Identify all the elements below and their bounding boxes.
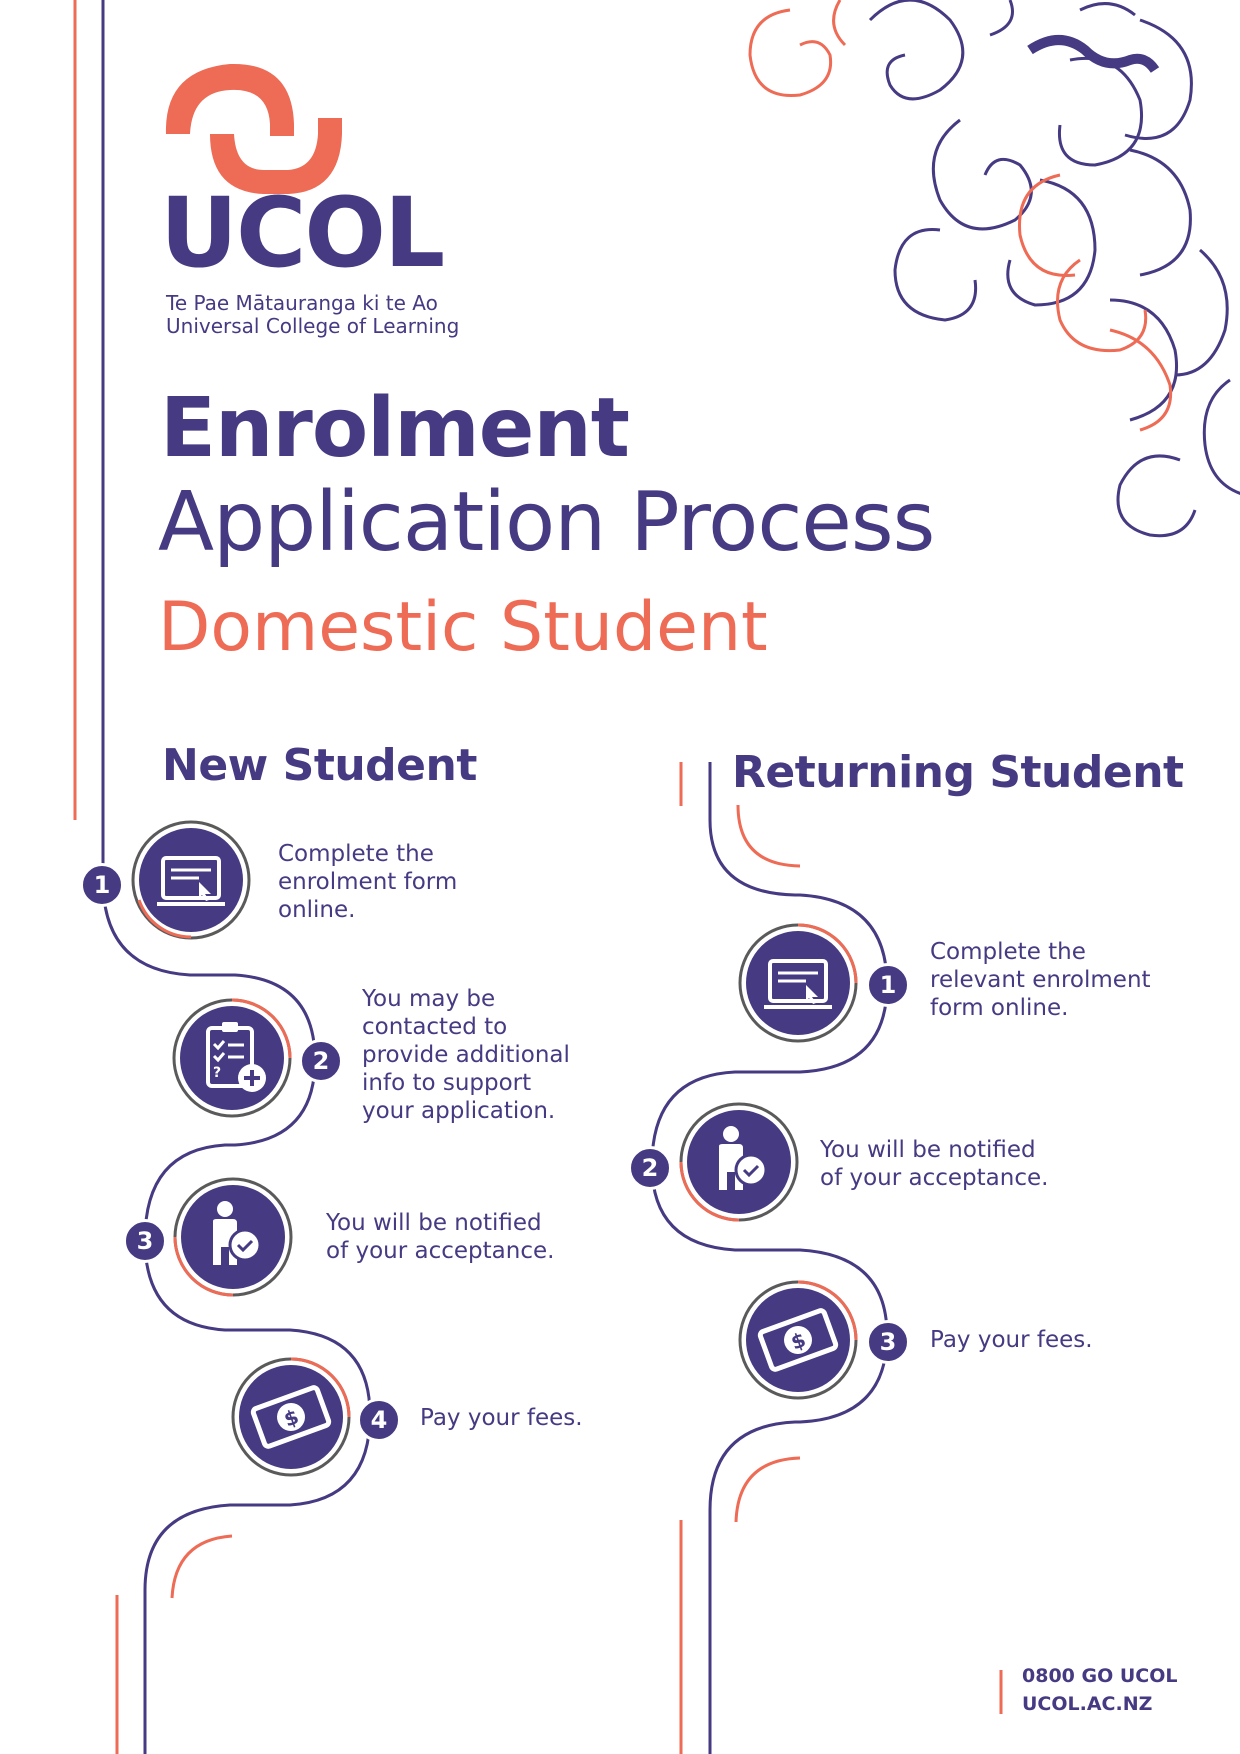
text-line: info to support — [362, 1070, 532, 1096]
tagline-maori: Te Pae Mātauranga ki te Ao — [166, 291, 438, 315]
ret-step-2-text — [820, 1136, 1048, 1192]
text-line: of your acceptance. — [326, 1238, 555, 1264]
ret-step-3-icon-wrap — [738, 1280, 858, 1404]
text-line: Complete the — [278, 841, 434, 867]
new-step-3-text — [326, 1209, 554, 1265]
text-line: form online. — [930, 995, 1069, 1021]
text-line: You will be notified — [820, 1137, 1036, 1163]
text-line: Complete the — [930, 939, 1086, 965]
svg-text:$: $ — [280, 1404, 302, 1432]
svg-text:?: ? — [213, 1065, 222, 1081]
new-step-1-badge: 1 — [80, 863, 124, 907]
returning-student-path — [652, 762, 887, 1754]
text-line: online. — [278, 897, 356, 923]
dollar-bill-icon — [231, 1357, 351, 1477]
dollar-bill-icon — [738, 1280, 858, 1400]
new-student-coral-arc — [172, 1536, 232, 1598]
person-check-icon — [679, 1102, 799, 1222]
returning-student-heading: Returning Student — [732, 747, 1184, 798]
brand-wordmark: UCOL — [160, 177, 444, 289]
new-step-4-icon-wrap — [231, 1357, 351, 1481]
new-student-heading: New Student — [162, 740, 477, 791]
logo-wave-left — [166, 64, 294, 136]
new-step-1-text — [278, 840, 457, 924]
contact-phone: 0800 GO UCOL — [1022, 1665, 1178, 1687]
text-line: enrolment form — [278, 869, 458, 895]
new-step-2-badge: 2 — [299, 1039, 343, 1083]
new-step-2-icon-wrap — [172, 998, 292, 1122]
text-line: contacted to — [362, 1014, 508, 1040]
new-step-3-icon-wrap — [173, 1177, 293, 1301]
new-step-4-badge: 4 — [357, 1398, 401, 1442]
new-step-4-text — [420, 1404, 583, 1432]
text-line: your application. — [362, 1098, 556, 1124]
text-line: of your acceptance. — [820, 1165, 1049, 1191]
kowhaiwhai-pattern — [750, 0, 1240, 536]
text-line: Pay your fees. — [930, 1327, 1093, 1353]
page-subtitle: Domestic Student — [158, 588, 768, 667]
ret-step-3-text — [930, 1326, 1093, 1354]
returning-coral-arc-2 — [736, 1458, 800, 1522]
clipboard-add-icon — [172, 998, 292, 1118]
new-step-2-text — [362, 985, 570, 1125]
new-step-1-icon-wrap — [131, 820, 251, 944]
page-title-line2: Application Process — [158, 475, 935, 570]
ret-step-1-text — [930, 938, 1151, 1022]
tagline-english: Universal College of Learning — [166, 314, 460, 338]
page-title-line1: Enrolment — [160, 381, 629, 476]
ret-step-1-badge: 1 — [866, 963, 910, 1007]
contact-block — [1022, 1662, 1178, 1718]
laptop-form-icon — [738, 923, 858, 1043]
text-line: You will be notified — [326, 1210, 542, 1236]
new-step-3-badge: 3 — [123, 1219, 167, 1263]
ret-step-2-icon-wrap — [679, 1102, 799, 1226]
text-line: provide additional — [362, 1042, 570, 1068]
text-line: You may be — [362, 986, 496, 1012]
laptop-form-icon — [131, 820, 251, 940]
ret-step-1-icon-wrap — [738, 923, 858, 1047]
person-check-icon — [173, 1177, 293, 1297]
ret-step-2-badge: 2 — [628, 1146, 672, 1190]
text-line: relevant enrolment — [930, 967, 1151, 993]
contact-website: UCOL.AC.NZ — [1022, 1693, 1153, 1715]
svg-text:$: $ — [787, 1327, 809, 1355]
text-line: Pay your fees. — [420, 1405, 583, 1431]
ret-step-3-badge: 3 — [866, 1320, 910, 1364]
